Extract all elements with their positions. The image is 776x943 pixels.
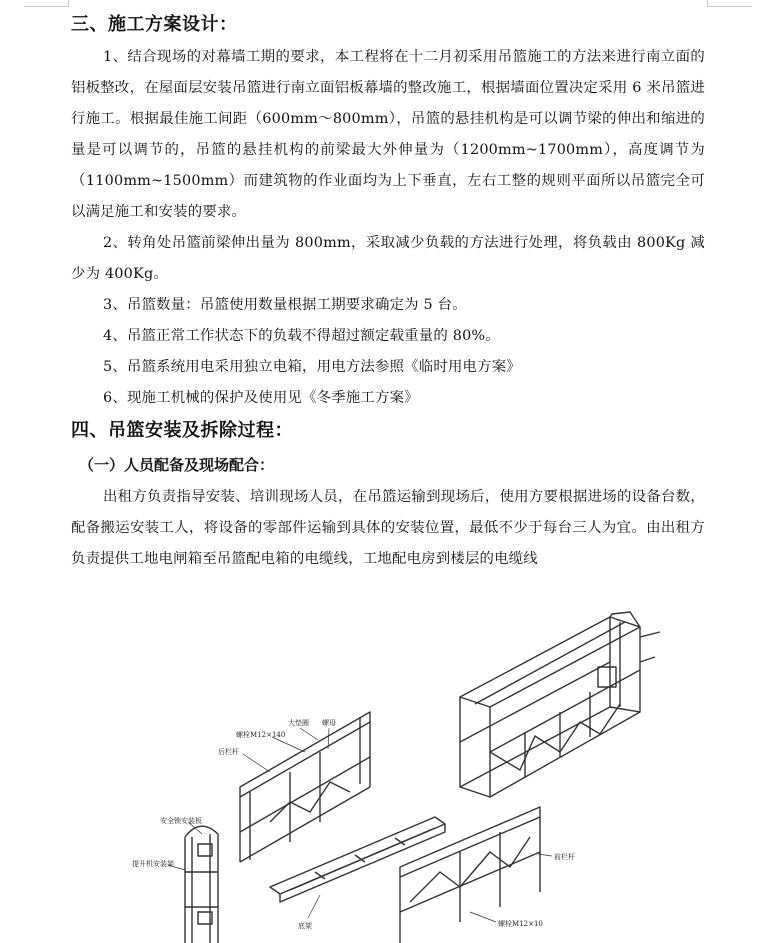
label-front-rail: 前栏杆 [554, 853, 575, 861]
label-large-washer: 大垫圈 [288, 719, 309, 727]
section-4-paragraph: 出租方负责指导安装、培训现场人员，在吊篮运输到现场后，使用方要根据进场的设备台数，配备搬运安装工人，将设备的零部件运输到具体的安装位置，最低不少于每台三人为宜。由出租方负责提供工地电闸箱至吊篮配电箱的电缆线，工地配电房到楼层的电缆线 [71, 489, 705, 567]
hoist-mount-frame-part [185, 826, 218, 943]
section-3-paragraph-6: 6、现施工机械的保护及使用见《冬季施工方案》 [103, 390, 419, 406]
label-bolt-m12x140: 螺栓M12×140 [236, 731, 286, 739]
document-page [71, 8, 705, 575]
section-3-paragraph-4: 4、吊篮正常工作状态下的负载不得超过额定载重量的 80%。 [103, 328, 500, 344]
label-rear-rail: 后栏杆 [218, 748, 239, 756]
label-safety-lock-plate: 安全锁安装板 [160, 817, 202, 825]
label-bolt-m12x10: 螺栓M12×10 [498, 920, 543, 928]
section-3-paragraph-1: 1、结合现场的对幕墙工期的要求，本工程将在十二月初采用吊篮施工的方法来进行南立面的铝板整改，在屋面层安装吊篮进行南立面铝板幕墙的整改施工，根据墙面位置决定采用 6 米吊篮进行施工。根据最佳施工间距（600mm～800mm），吊篮的悬挂机构是可以调节梁的伸出和缩进的量是可以调节的，吊篮的悬挂机构的前梁最大外伸量为（1200mm~1700mm），高度调节为（1100mm~1500mm）而建筑物的作业面均为上下垂直，左右工整的规则平面所以吊篮完全可以满足施工和安装的要求。 [71, 49, 705, 220]
gondola-assembly-svg [132, 612, 680, 943]
page-corner-mark-right [707, 0, 752, 7]
section-4-heading: 四、吊篮安装及拆除过程： [71, 420, 293, 441]
section-4-subheading: （一）人员配备及现场配合： [79, 456, 275, 474]
label-nut: 螺母 [322, 719, 336, 727]
section-3-paragraph-3: 3、吊篮数量：吊篮使用数量根据工期要求确定为 5 台。 [103, 297, 467, 313]
assembled-gondola [460, 612, 660, 797]
gondola-assembly-diagram [132, 612, 680, 943]
section-3-heading: 三、施工方案设计： [71, 14, 238, 35]
label-hoist-frame: 提升机安装架 [132, 860, 174, 868]
page-corner-mark-left [24, 0, 69, 7]
section-3-paragraph-2: 2、转角处吊篮前梁伸出量为 800mm，采取减少负载的方法进行处理，将负载由 800Kg 减少为 400Kg。 [71, 235, 705, 282]
label-bottom-frame: 底架 [298, 922, 312, 930]
section-3-paragraph-5: 5、吊篮系统用电采用独立电箱，用电方法参照《临时用电方案》 [103, 359, 521, 375]
